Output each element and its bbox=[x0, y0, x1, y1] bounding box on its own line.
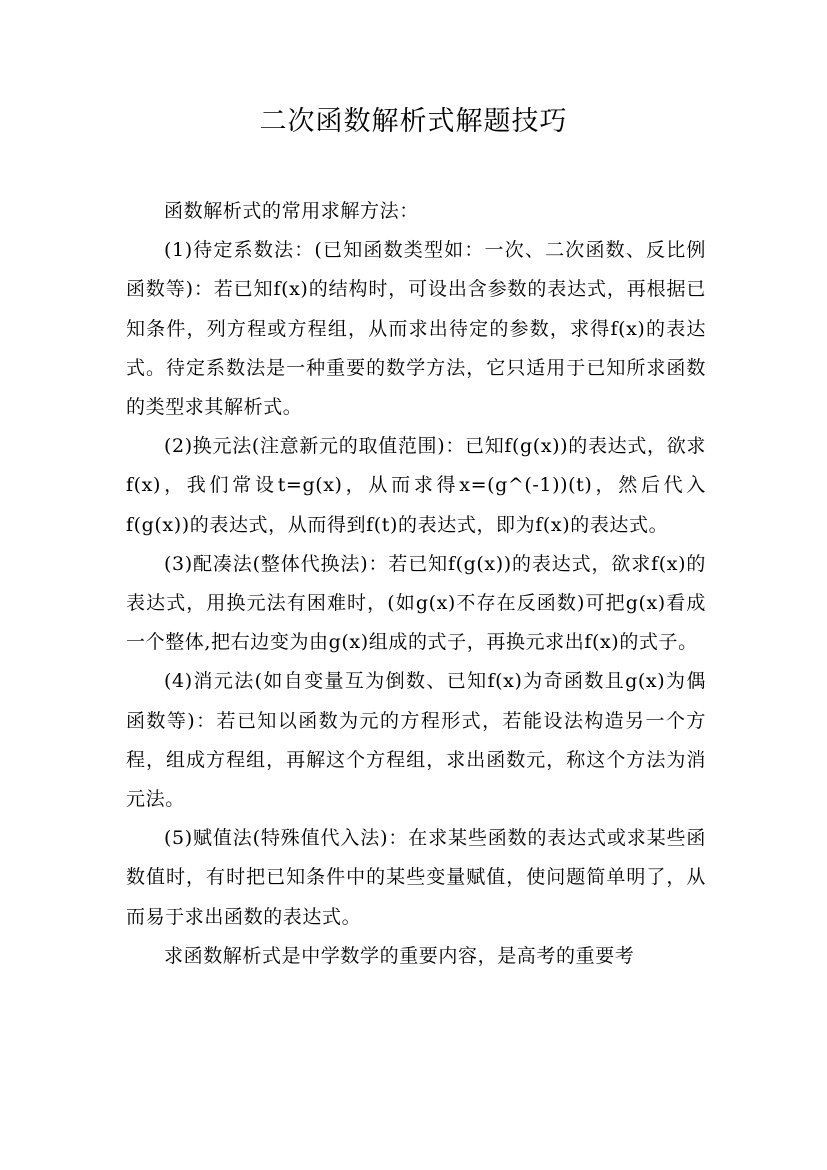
paragraph-conclusion: 求函数解析式是中学数学的重要内容，是高考的重要考 bbox=[164, 944, 635, 967]
paragraph-method-5: (5)赋值法(特殊值代入法)：在求某些函数的表达式或求某些函数值时，有时把已知条件中的某些变量赋值，使问题简单明了，从而易于求出函数的表达式。 bbox=[126, 827, 706, 928]
paragraph-method-2: (2)换元法(注意新元的取值范围)：已知f(g(x))的表达式，欲求f(x)，我们常设t=g(x)，从而求得x=(g^(-1))(t)，然后代入f(g(x))的表达式，从而得到f(t)的表达式，即为f(x)的表达式。 bbox=[126, 435, 706, 536]
paragraph-method-4: (4)消元法(如自变量互为倒数、已知f(x)为奇函数且g(x)为偶函数等)：若已知以函数为元的方程形式，若能设法构造另一个方程，组成方程组，再解这个方程组，求出函数元，称这个方法为消元法。 bbox=[126, 670, 706, 811]
paragraph-method-3: (3)配凑法(整体代换法)：若已知f(g(x))的表达式，欲求f(x)的表达式，用换元法有困难时，(如g(x)不存在反函数)可把g(x)看成一个整体,把右边变为由g(x)组成的式子，再换元求出f(x)的式子。 bbox=[126, 552, 706, 654]
document-body bbox=[126, 192, 706, 976]
document-title: 二次函数解析式解题技巧 bbox=[259, 106, 568, 137]
paragraph-method-1: (1)待定系数法：(已知函数类型如：一次、二次函数、反比例函数等)：若已知f(x)的结构时，可设出含参数的表达式，再根据已知条件，列方程或方程组，从而求出待定的参数，求得f(x)的表达式。待定系数法是一种重要的数学方法，它只适用于已知所求函数的类型求其解析式。 bbox=[126, 239, 706, 419]
paragraph-intro: 函数解析式的常用求解方法： bbox=[164, 200, 419, 222]
